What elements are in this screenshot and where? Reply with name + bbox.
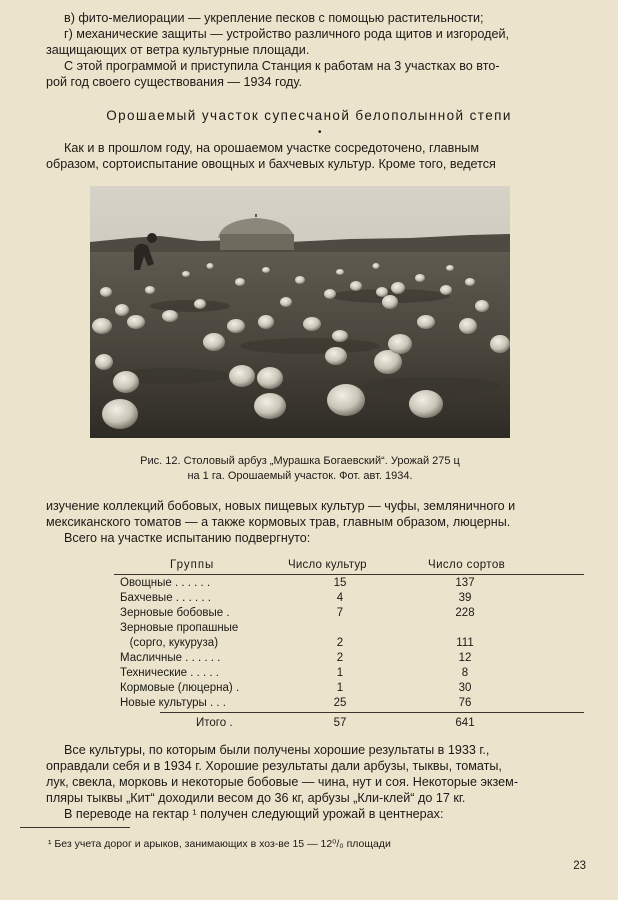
table-header-cultures: Число культур — [288, 559, 367, 571]
footnote-rule — [20, 827, 130, 828]
results-para-l2: оправдали себя и в 1934 г. Хорошие результаты дали арбузы, тыквы, томаты, — [46, 759, 502, 773]
caption-line-1: Рис. 12. Столовый арбуз „Мурашка Богаевский“. Урожай 275 ц — [140, 455, 460, 467]
intro-item-v: в) фито-мелиорации — укрепление песков с помощью растительности; — [64, 11, 484, 25]
results-para-l5: В переводе на гектар ¹ получен следующий урожай в центнерах: — [64, 807, 444, 821]
watermelon-field-photo — [90, 186, 510, 438]
table-rule-total — [160, 712, 584, 713]
intro-item-g-cont: защищающих от ветра культурные площади. — [46, 43, 310, 57]
table-total-row: Итого . 57 641 — [196, 717, 475, 729]
body-para-2-cont: мексиканского томатов — а также кормовых трав, главным образом, люцерны. — [46, 515, 511, 529]
caption-line-2: на 1 га. Орошаемый участок. Фот. авт. 1934. — [187, 470, 413, 482]
figure-caption — [90, 454, 510, 484]
results-para-l3: лук, свекла, морковь и некоторые бобовые — чина, нут и соя. Некоторые экзем- — [46, 775, 519, 789]
intro-program-cont: рой год своего существования — 1934 году. — [46, 75, 302, 89]
section-para-1: Как и в прошлом году, на орошаемом участке сосредоточено, главным — [64, 141, 480, 155]
table-header-groups: Группы — [170, 559, 215, 571]
table-row: Кормовые (люцерна) . 1 30 — [120, 682, 472, 694]
results-para: Все культуры, по которым были получены хорошие результаты в 1933 г., — [64, 743, 490, 757]
table-row: Зерновые пропашные — [120, 622, 239, 634]
table-row: Масличные . . . . . . 2 12 — [120, 652, 472, 664]
body-para-2: изучение коллекций бобовых, новых пищевых культур — чуфы, земляничного и — [46, 499, 516, 513]
intro-item-g: г) механические защиты — устройство различного рода щитов и изгородей, — [64, 27, 509, 41]
table-row: (сорго, кукуруза) 2 111 — [120, 637, 474, 649]
footnote: ¹ Без учета дорог и арыков, занимающих в хоз-ве 15 — 12⁰/₀ площади — [48, 838, 391, 850]
section-heading: Орошаемый участок супесчаной белополынной степи — [106, 108, 512, 123]
table-row: Овощные . . . . . . 15 137 — [120, 577, 475, 589]
intro-program: С этой программой и приступила Станция к работам на 3 участках во вто- — [64, 59, 500, 73]
body-para-2-end: Всего на участке испытанию подвергнуто: — [64, 531, 311, 545]
page-number: 23 — [573, 860, 586, 872]
table-row: Бахчевые . . . . . . 4 39 — [120, 592, 472, 604]
table-row: Зерновые бобовые . 7 228 — [120, 607, 475, 619]
table-row: Технические . . . . . 1 8 — [120, 667, 469, 679]
section-para-1-cont: образом, сортоиспытание овощных и бахчевых культур. Кроме того, ведется — [46, 157, 496, 171]
table-row: Новые культуры . . . 25 76 — [120, 697, 472, 709]
results-para-l4: пляры тыквы „Кит“ доходили весом до 36 кг, арбузы „Кли-клей“ до 17 кг. — [46, 791, 466, 805]
table-header-sorts: Число сортов — [428, 559, 506, 571]
print-mark: • — [318, 127, 322, 138]
table-rule-top — [114, 574, 584, 575]
